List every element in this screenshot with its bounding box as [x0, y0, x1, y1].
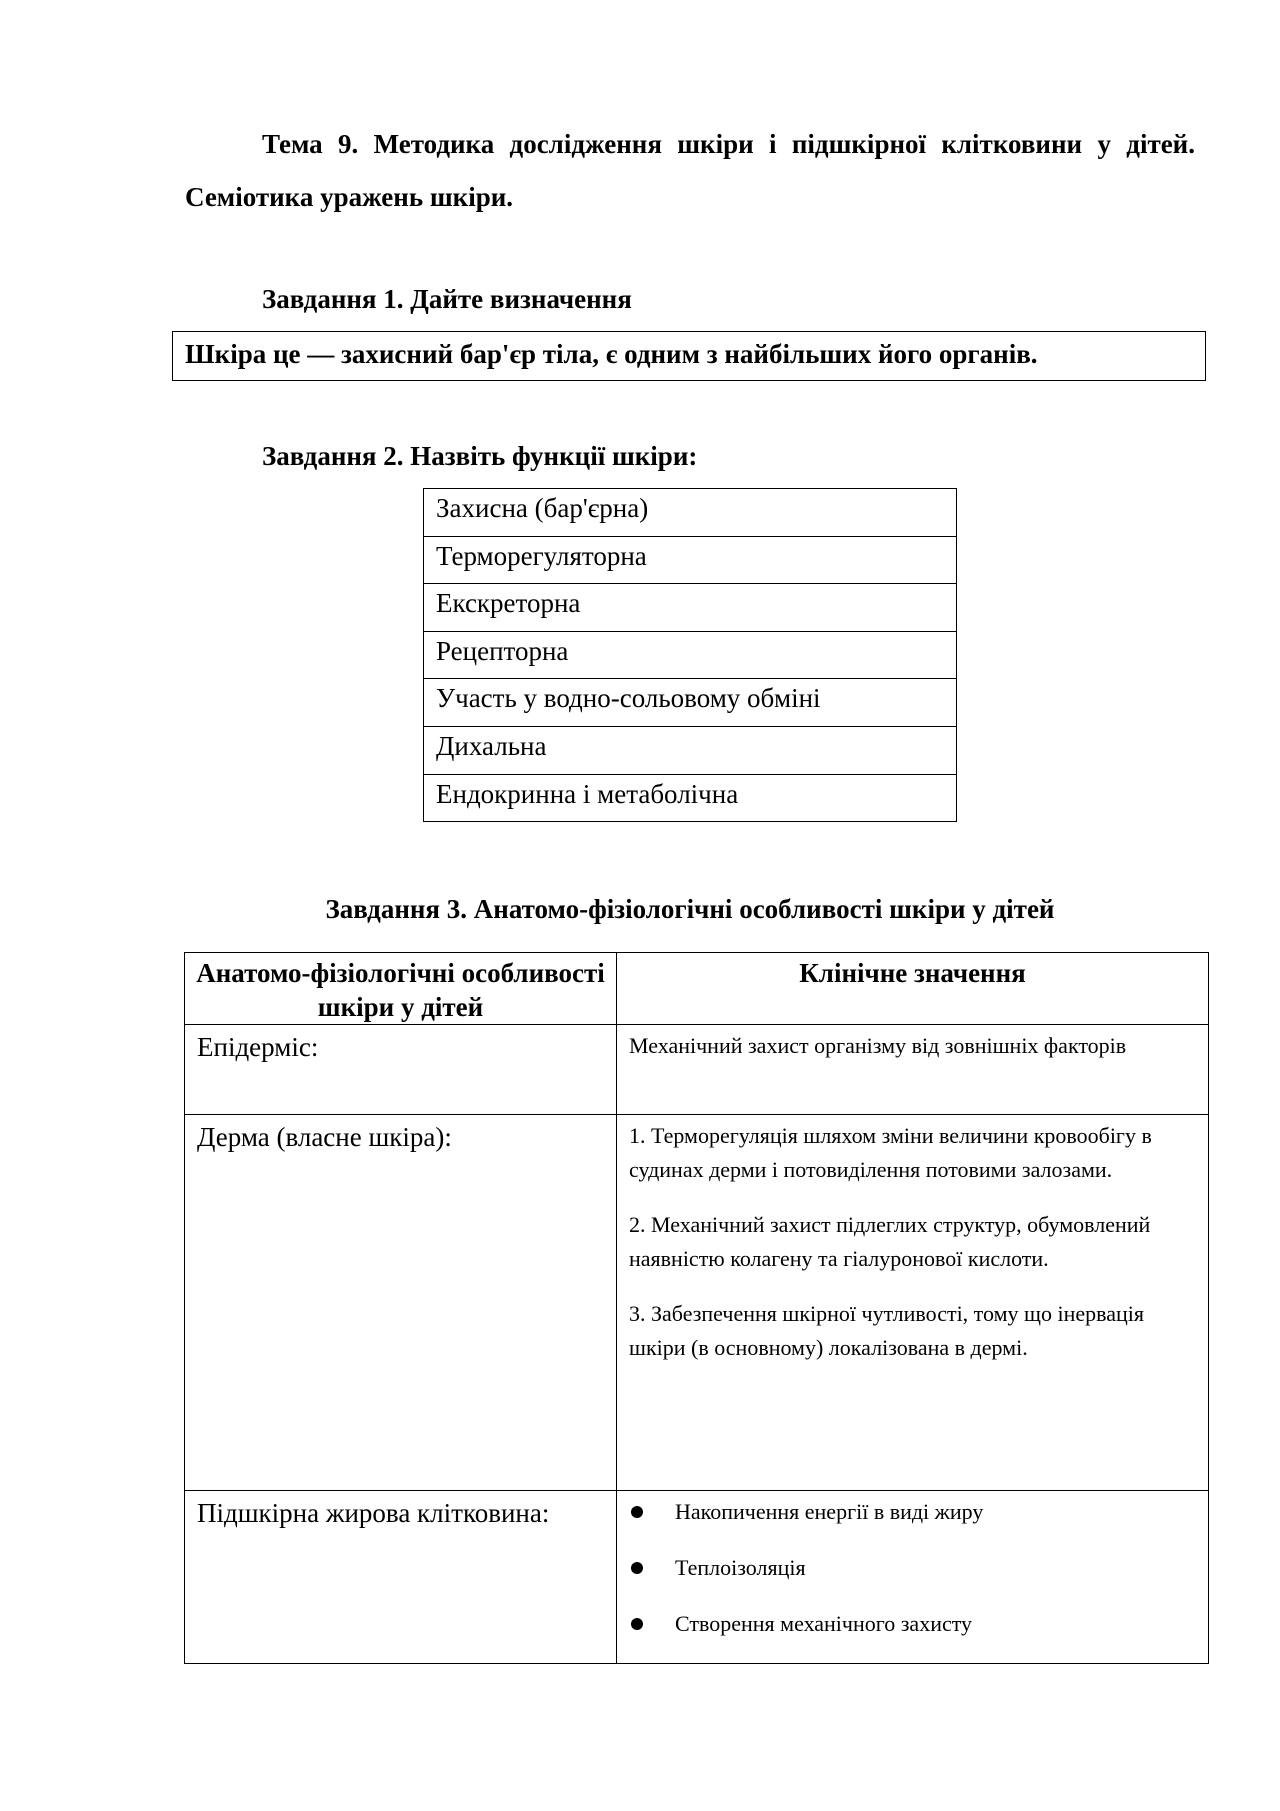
task-3-heading: Завдання 3. Анатомо-фізіологічні особливості шкіри у дітей — [325, 894, 1055, 924]
page-title: Тема 9. Методика дослідження шкіри і підшкірної клітковини у дітей. Семіотика уражень шкіри. — [185, 129, 1195, 212]
column-header-features: Анатомо-фізіологічні особливості шкіри у дітей — [185, 953, 617, 1025]
task-1-heading: Завдання 1. Дайте визначення — [262, 284, 632, 314]
function-item: Екскреторна — [436, 588, 581, 619]
function-item: Дихальна — [436, 730, 547, 761]
function-item: Захисна (бар'єрна) — [436, 493, 649, 523]
table-row — [424, 631, 957, 679]
list-item — [629, 1551, 1196, 1607]
list-item — [629, 1607, 1196, 1663]
list-item — [629, 1495, 1196, 1551]
table-row — [424, 584, 957, 632]
table-row — [424, 774, 957, 822]
function-item: Ендокринна і метаболічна — [436, 778, 739, 809]
function-item: Терморегуляторна — [436, 540, 647, 571]
table-row-derma — [185, 1115, 1209, 1491]
bullet-list — [629, 1495, 1196, 1663]
table-row — [424, 726, 957, 774]
bullet-icon — [631, 1562, 643, 1574]
feature-cell: Підшкірна жирова клітковина: — [185, 1491, 617, 1664]
significance-text: 3. Забезпечення шкірної чутливості, тому що інервація шкіри (в основному) локалізована в дермі. — [629, 1301, 1144, 1360]
bullet-text: Накопичення енергії в виді жиру — [675, 1499, 984, 1524]
table-row — [424, 489, 957, 537]
function-item: Участь у водно-сольовому обміні — [436, 683, 821, 714]
significance-text: Механічний захист організму від зовнішніх факторів — [629, 1033, 1127, 1058]
significance-text: 2. Механічний захист підлеглих структур, обумовлений наявністю колагену та гіалуронової кислоти. — [629, 1212, 1151, 1271]
significance-cell — [617, 1115, 1209, 1491]
task-2-heading: Завдання 2. Назвіть функції шкіри: — [262, 441, 698, 471]
bullet-icon — [631, 1506, 643, 1518]
functions-table — [423, 488, 957, 822]
table-row-epidermis — [185, 1025, 1209, 1115]
bullet-icon — [631, 1618, 643, 1630]
table-row-subcutaneous — [185, 1491, 1209, 1664]
anatomy-table — [184, 952, 1209, 1664]
significance-text: 1. Терморегуляція шляхом зміни величини кровообігу в судинах дерми і потовиділення потовими залозами. — [629, 1123, 1152, 1182]
feature-cell: Епідерміс: — [185, 1025, 617, 1115]
significance-cell — [617, 1491, 1209, 1664]
definition-box: Шкіра це — захисний бар'єр тіла, є одним з найбільших його органів. — [172, 331, 1206, 381]
table-row — [424, 679, 957, 727]
table-row — [424, 536, 957, 584]
column-header-significance: Клінічне значення — [617, 953, 1209, 1025]
function-item: Рецепторна — [436, 635, 569, 666]
significance-cell — [617, 1025, 1209, 1115]
table-header-row — [185, 953, 1209, 1025]
bullet-text: Створення механічного захисту — [675, 1611, 973, 1636]
feature-cell: Дерма (власне шкіра): — [185, 1115, 617, 1491]
bullet-text: Теплоізоляція — [675, 1555, 806, 1580]
